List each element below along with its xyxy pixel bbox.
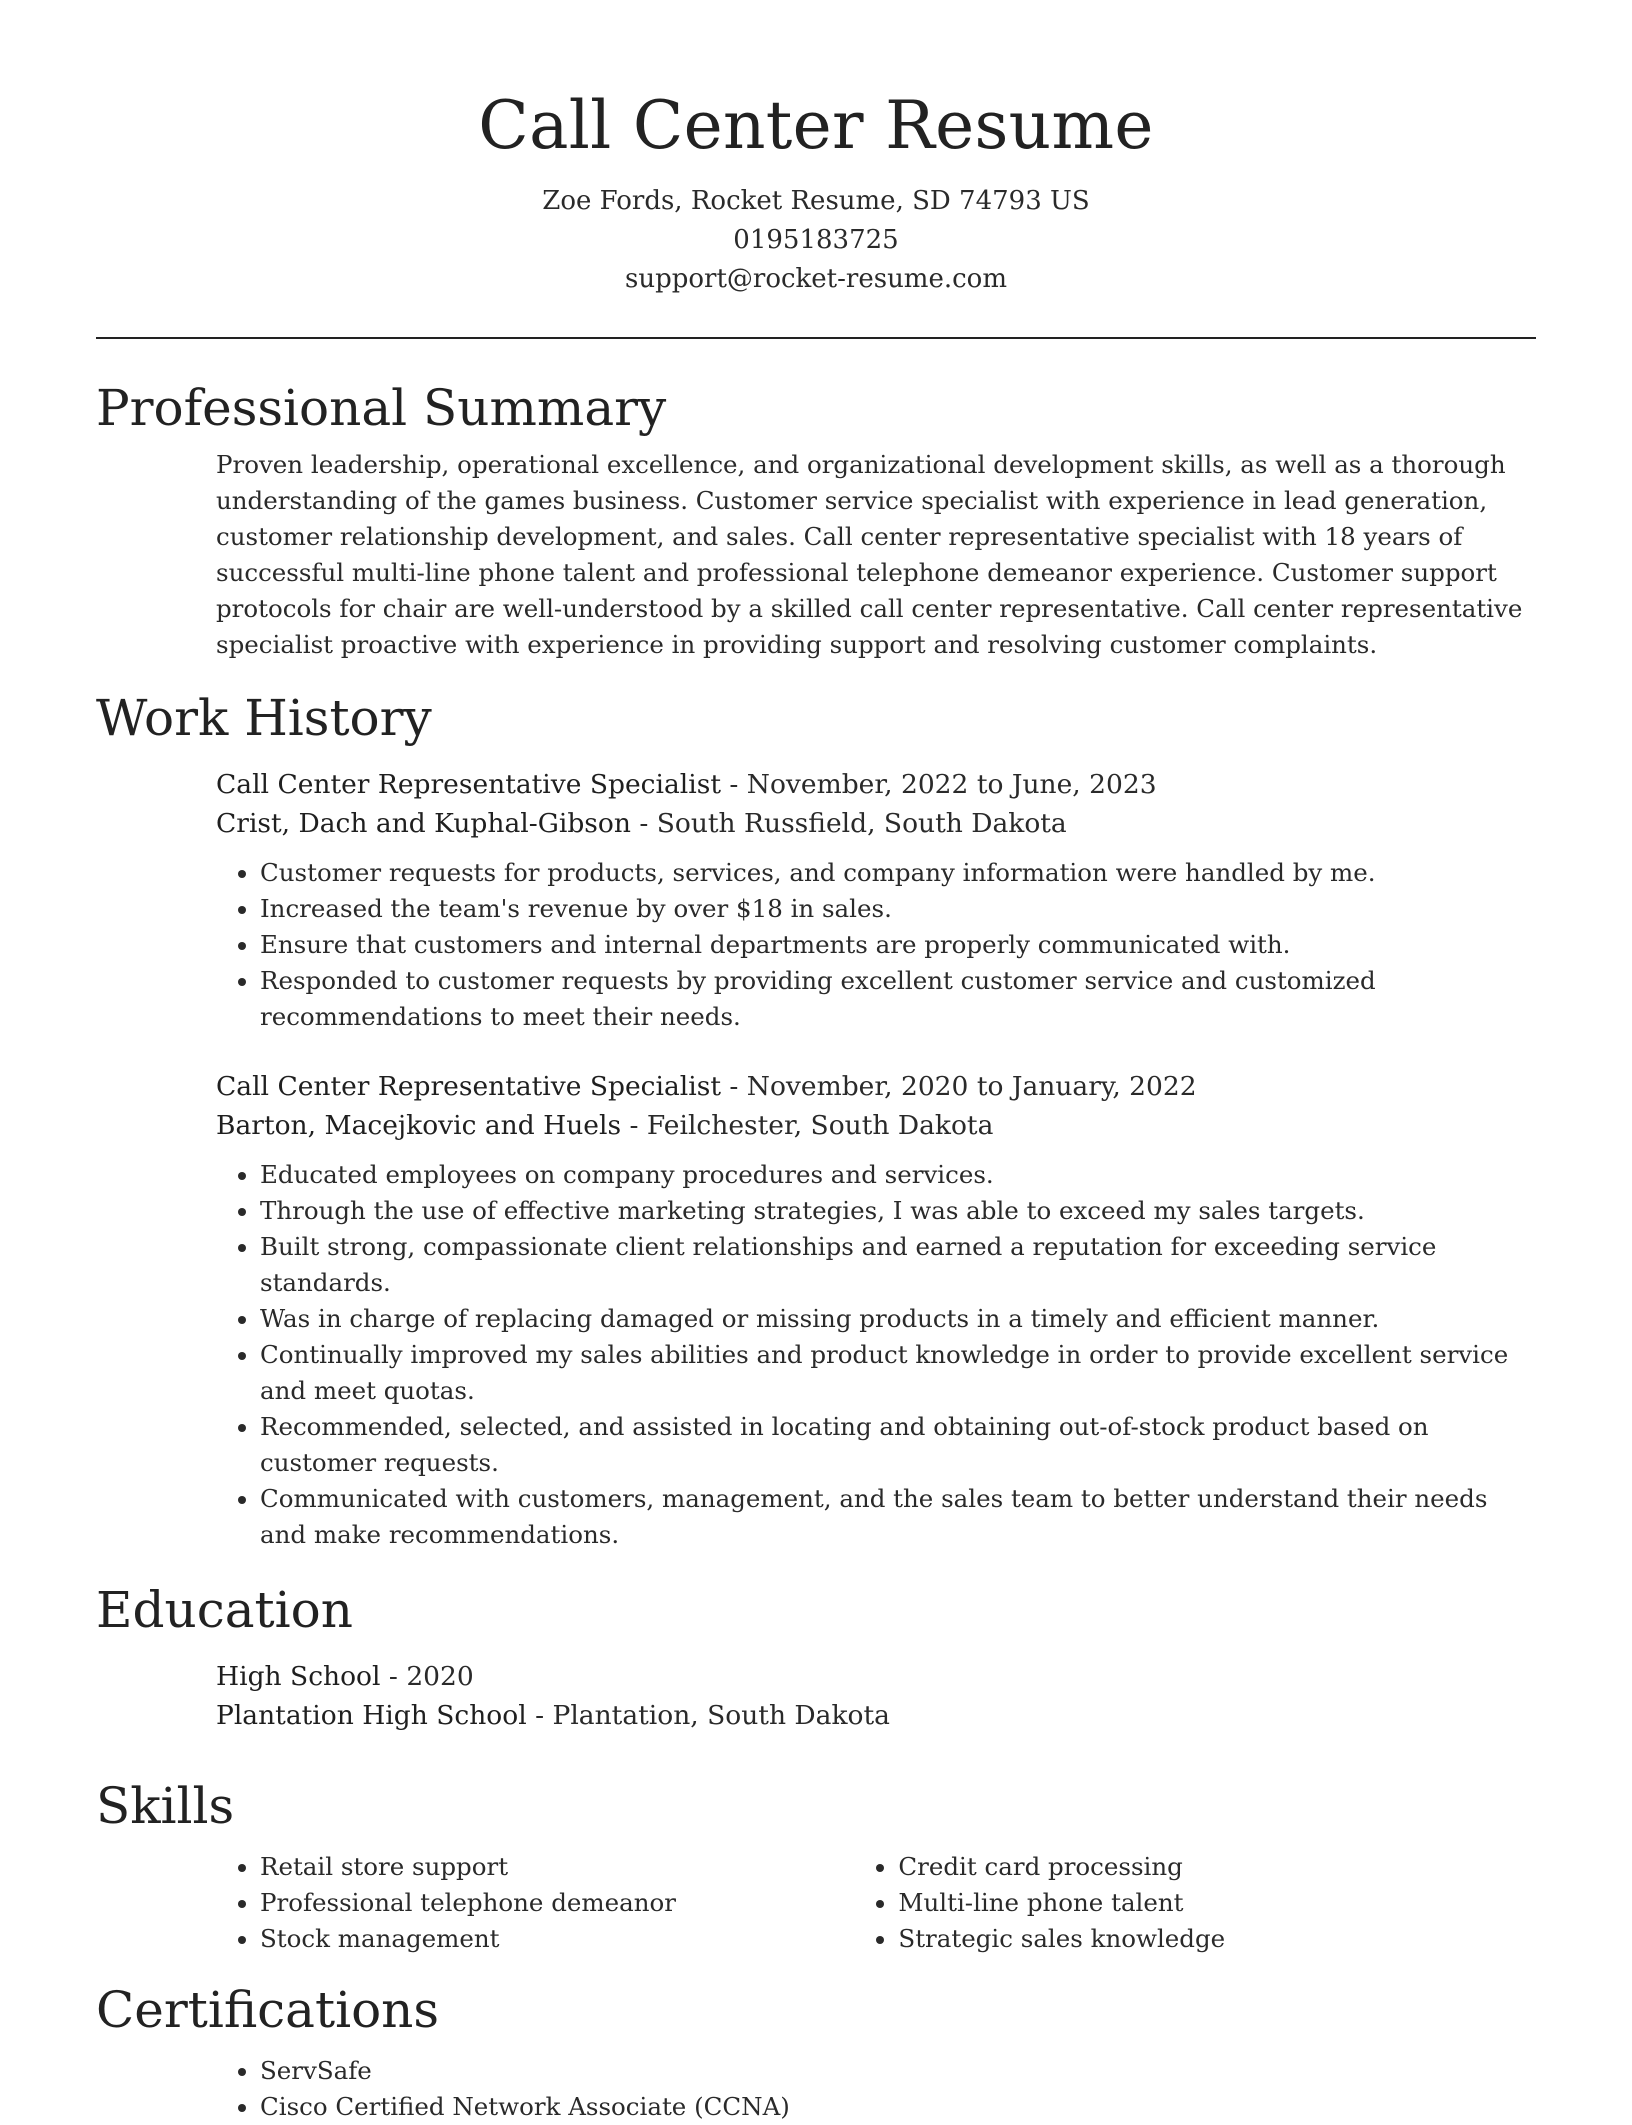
education-degree-line	[216, 1657, 1536, 1696]
list-item: • ServSafe	[260, 2053, 1536, 2089]
list-item: • Strategic sales knowledge	[898, 1921, 1536, 1957]
job-location: Feilchester, South Dakota	[646, 1110, 994, 1141]
list-item: • Educated employees on company procedures and services.	[260, 1157, 1536, 1193]
education-degree: High School	[216, 1661, 381, 1692]
list-item: • Professional telephone demeanor	[260, 1885, 854, 1921]
education-location: Plantation, South Dakota	[552, 1700, 890, 1731]
list-item: • Ensure that customers and internal departments are properly communicated with.	[260, 927, 1536, 963]
separator: -	[621, 1110, 647, 1141]
education-school: Plantation High School	[216, 1700, 527, 1731]
job-title: Call Center Representative Specialist	[216, 1071, 721, 1102]
job-company: Crist, Dach and Kuphal-Gibson	[216, 808, 631, 839]
separator: -	[720, 1071, 747, 1102]
separator: -	[380, 1661, 407, 1692]
contact-phone: 0195183725	[733, 225, 899, 255]
job-title: Call Center Representative Specialist	[216, 769, 721, 800]
summary-section	[216, 447, 1536, 663]
section-heading-work-history: Work History	[96, 689, 432, 747]
certifications-list	[216, 2053, 1536, 2125]
job-title-line	[216, 765, 1536, 804]
contact-email: support@rocket-resume.com	[624, 264, 1007, 294]
section-heading-certifications: Certifications	[96, 1981, 440, 2039]
education-section	[216, 1657, 1536, 1735]
job-location: South Russfield, South Dakota	[656, 808, 1067, 839]
skills-grid	[216, 1849, 1536, 1957]
job-entry	[216, 1067, 1536, 1553]
list-item: • Through the use of effective marketing strategies, I was able to exceed my sales targets.	[260, 1193, 1536, 1229]
skills-column-right	[854, 1849, 1536, 1957]
list-item: • Built strong, compassionate client relationships and earned a reputation for exceeding service standards.	[260, 1229, 1536, 1301]
job-bullets	[216, 1157, 1536, 1553]
list-item: • Credit card processing	[898, 1849, 1536, 1885]
section-heading-skills: Skills	[96, 1777, 235, 1835]
contact-address: Zoe Fords, Rocket Resume, SD 74793 US	[542, 186, 1090, 216]
resume-title: Call Center Resume	[478, 87, 1154, 164]
summary-text: Proven leadership, operational excellence, and organizational development skills, as well as a thorough understanding of the games business. Customer service specialist with experience in lead generation, customer relationship development, and sales. Call center representative specialist with 18 years of successful multi-line phone talent and professional telephone demeanor experience. Customer support protocols for chair are well-understood by a skilled call center representative. Call center representative specialist proactive with experience in providing support and resolving customer complaints.	[216, 450, 1523, 659]
section-heading-summary: Professional Summary	[96, 379, 667, 437]
job-company-line	[216, 804, 1536, 843]
skills-column-left	[216, 1849, 854, 1957]
header-divider	[96, 337, 1536, 339]
separator: -	[630, 808, 657, 839]
job-company-line	[216, 1106, 1536, 1145]
list-item: • Multi-line phone talent	[898, 1885, 1536, 1921]
list-item: • Stock management	[260, 1921, 854, 1957]
skills-section	[216, 1849, 1536, 1957]
education-school-line	[216, 1696, 1536, 1735]
list-item: • Customer requests for products, services, and company information were handled by me.	[260, 855, 1536, 891]
job-dates: November, 2020 to January, 2022	[746, 1071, 1197, 1102]
separator: -	[720, 769, 747, 800]
list-item: • Responded to customer requests by providing excellent customer service and customized recommendations to meet their needs.	[260, 963, 1536, 1035]
job-title-line	[216, 1067, 1536, 1106]
job-entry	[216, 765, 1536, 1035]
certifications-section	[216, 2053, 1536, 2125]
list-item: • Continually improved my sales abilities and product knowledge in order to provide excellent service and meet quotas.	[260, 1337, 1536, 1409]
education-year: 2020	[406, 1661, 474, 1692]
work-history-section	[216, 765, 1536, 1553]
list-item: • Communicated with customers, management, and the sales team to better understand their needs and make recommendations.	[260, 1481, 1536, 1553]
job-bullets	[216, 855, 1536, 1035]
section-heading-education: Education	[96, 1581, 353, 1639]
resume-page	[96, 0, 1536, 2125]
list-item: • Was in charge of replacing damaged or missing products in a timely and efficient manner.	[260, 1301, 1536, 1337]
list-item: • Cisco Certified Network Associate (CCNA)	[260, 2089, 1536, 2125]
list-item: • Increased the team's revenue by over $18 in sales.	[260, 891, 1536, 927]
job-dates: November, 2022 to June, 2023	[746, 769, 1157, 800]
list-item: • Retail store support	[260, 1849, 854, 1885]
separator: -	[526, 1700, 553, 1731]
job-company: Barton, Macejkovic and Huels	[216, 1110, 622, 1141]
list-item: • Recommended, selected, and assisted in locating and obtaining out-of-stock product based on customer requests.	[260, 1409, 1536, 1481]
contact-block	[96, 182, 1536, 299]
